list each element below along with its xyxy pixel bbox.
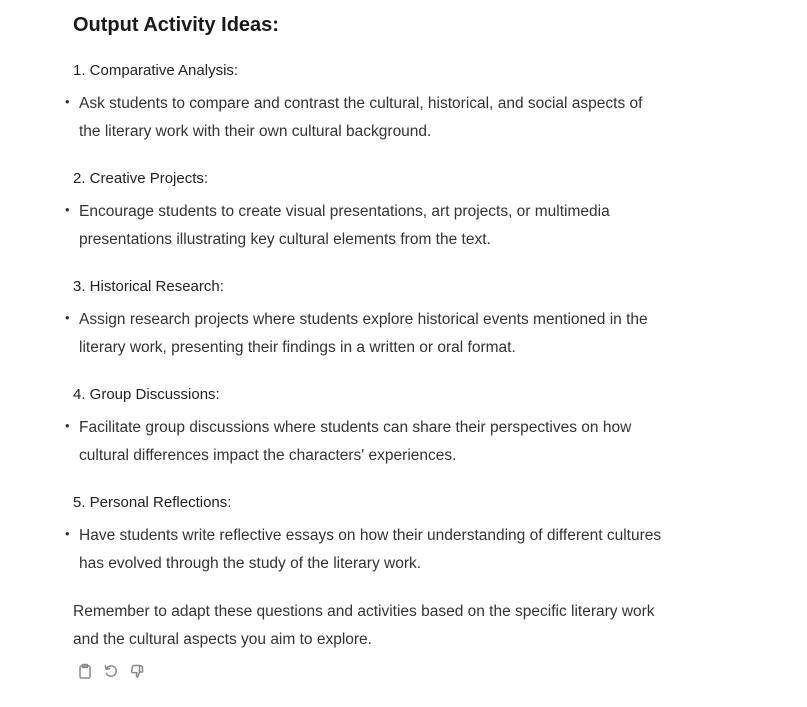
bullet-line: cultural differences impact the characters' experiences. <box>79 447 457 464</box>
thumbs-down-button[interactable] <box>128 662 145 679</box>
list-item <box>65 522 705 578</box>
bullet-line: Have students write reflective essays on how their understanding of different cultures <box>79 527 662 544</box>
closing-line: Remember to adapt these questions and activities based on the specific literary work <box>73 603 655 620</box>
bullet-dot: • <box>65 418 70 433</box>
copy-button[interactable] <box>76 662 93 679</box>
bullet-line: has evolved through the study of the literary work. <box>79 555 422 572</box>
item-title: 4. Group Discussions: <box>73 386 220 403</box>
bullet-dot: • <box>65 94 70 109</box>
closing-line: and the cultural aspects you aim to explore. <box>73 631 372 648</box>
regenerate-button[interactable] <box>102 662 119 679</box>
thumbs-down-icon <box>129 663 145 679</box>
bullet-line: Facilitate group discussions where students can share their perspectives on how <box>79 419 632 436</box>
bullet-dot: • <box>65 526 70 541</box>
message-actions <box>76 662 145 679</box>
closing-paragraph <box>73 598 713 654</box>
section-heading: Output Activity Ideas: <box>73 14 279 36</box>
bullet-dot: • <box>65 202 70 217</box>
item-title: 1. Comparative Analysis: <box>73 62 239 79</box>
bullet-line: the literary work with their own cultural background. <box>79 123 432 140</box>
item-title: 5. Personal Reflections: <box>73 494 232 511</box>
regenerate-icon <box>103 663 119 679</box>
bullet-line: Encourage students to create visual presentations, art projects, or multimedia <box>79 203 610 220</box>
list-item <box>65 306 705 362</box>
list-item <box>65 198 705 254</box>
list-item <box>65 90 705 146</box>
bullet-line: Assign research projects where students explore historical events mentioned in the <box>79 311 648 328</box>
list-item <box>65 414 705 470</box>
item-title: 2. Creative Projects: <box>73 170 209 187</box>
bullet-line: Ask students to compare and contrast the cultural, historical, and social aspects of <box>79 95 643 112</box>
bullet-line: literary work, presenting their findings in a written or oral format. <box>79 339 516 356</box>
item-title: 3. Historical Research: <box>73 278 224 295</box>
bullet-line: presentations illustrating key cultural elements from the text. <box>79 231 491 248</box>
bullet-dot: • <box>65 310 70 325</box>
clipboard-icon <box>77 663 93 679</box>
